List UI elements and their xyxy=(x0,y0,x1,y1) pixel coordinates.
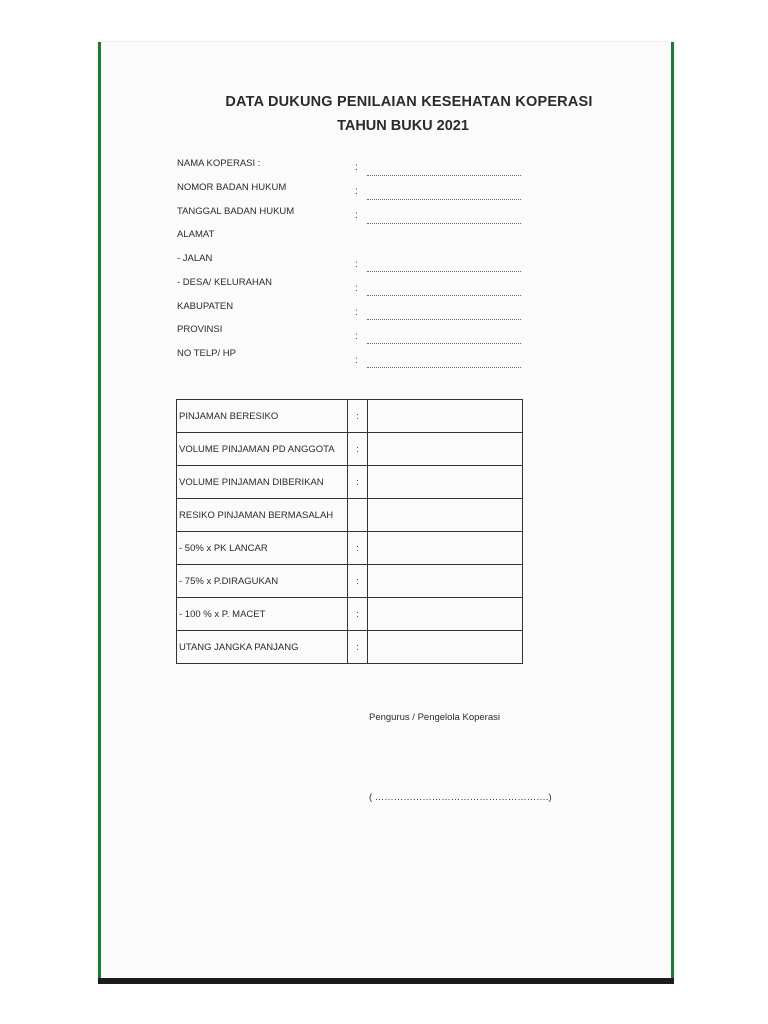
row-value-cell xyxy=(367,598,522,631)
row-label: - 100 % x P. MACET xyxy=(177,598,348,631)
field-colon: : xyxy=(355,210,358,221)
row-value-cell xyxy=(367,565,522,598)
field-colon: : xyxy=(355,307,358,318)
table-row xyxy=(177,433,523,466)
row-label: UTANG JANGKA PANJANG xyxy=(177,631,348,664)
document-page xyxy=(98,42,674,982)
field-colon: : xyxy=(355,355,358,366)
field-fill-line-no-telp xyxy=(367,367,521,368)
row-label: RESIKO PINJAMAN BERMASALAH xyxy=(177,499,348,532)
field-colon: : xyxy=(355,162,358,173)
field-label-jalan: - JALAN xyxy=(177,253,213,264)
field-colon: : xyxy=(355,331,358,342)
row-label: VOLUME PINJAMAN DIBERIKAN xyxy=(177,466,348,499)
table-row xyxy=(177,466,523,499)
row-colon: : xyxy=(348,532,367,565)
table-row xyxy=(177,565,523,598)
row-label: PINJAMAN BERESIKO xyxy=(177,400,348,433)
field-label-tanggal-badan-hukum: TANGGAL BADAN HUKUM xyxy=(177,206,295,217)
row-value-cell xyxy=(367,532,522,565)
field-fill-line-provinsi xyxy=(367,343,521,344)
field-fill-line-tanggal-badan-hukum xyxy=(367,223,521,224)
table-row xyxy=(177,631,523,664)
signatory-role: Pengurus / Pengelola Koperasi xyxy=(369,712,500,723)
row-label: - 50% x PK LANCAR xyxy=(177,532,348,565)
field-colon: : xyxy=(355,186,358,197)
document-title: DATA DUKUNG PENILAIAN KESEHATAN KOPERASI xyxy=(225,94,593,110)
field-label-no-telp: NO TELP/ HP xyxy=(177,348,236,359)
field-label-alamat: ALAMAT xyxy=(177,229,215,240)
table-row xyxy=(177,499,523,532)
row-label: VOLUME PINJAMAN PD ANGGOTA xyxy=(177,433,348,466)
row-value-cell xyxy=(367,400,522,433)
field-fill-line-nama-koperasi xyxy=(367,175,521,176)
page-bottom-edge xyxy=(98,978,674,984)
field-label-nama-koperasi: NAMA KOPERASI : xyxy=(177,158,261,169)
row-value-cell xyxy=(367,499,522,532)
field-fill-line-jalan xyxy=(367,271,521,272)
row-value-cell xyxy=(367,631,522,664)
field-label-provinsi: PROVINSI xyxy=(177,324,223,335)
row-label: - 75% x P.DIRAGUKAN xyxy=(177,565,348,598)
table-row xyxy=(177,532,523,565)
table-row xyxy=(177,598,523,631)
signature-name-placeholder: ( ……………………………………………….) xyxy=(369,792,552,803)
row-colon: : xyxy=(348,598,367,631)
field-colon: : xyxy=(355,283,358,294)
field-label-kabupaten: KABUPATEN xyxy=(177,301,234,312)
field-fill-line-nomor-badan-hukum xyxy=(367,199,521,200)
field-fill-line-kabupaten xyxy=(367,319,521,320)
row-colon xyxy=(348,499,367,532)
field-fill-line-desa-kelurahan xyxy=(367,295,521,296)
loan-data-table xyxy=(176,399,523,664)
row-colon: : xyxy=(348,565,367,598)
document-subtitle: TAHUN BUKU 2021 xyxy=(337,118,469,134)
field-label-nomor-badan-hukum: NOMOR BADAN HUKUM xyxy=(177,182,287,193)
row-colon: : xyxy=(348,400,367,433)
row-value-cell xyxy=(367,433,522,466)
table-row xyxy=(177,400,523,433)
field-label-desa-kelurahan: - DESA/ KELURAHAN xyxy=(177,277,273,288)
row-colon: : xyxy=(348,466,367,499)
field-colon: : xyxy=(355,259,358,270)
row-value-cell xyxy=(367,466,522,499)
row-colon: : xyxy=(348,631,367,664)
row-colon: : xyxy=(348,433,367,466)
